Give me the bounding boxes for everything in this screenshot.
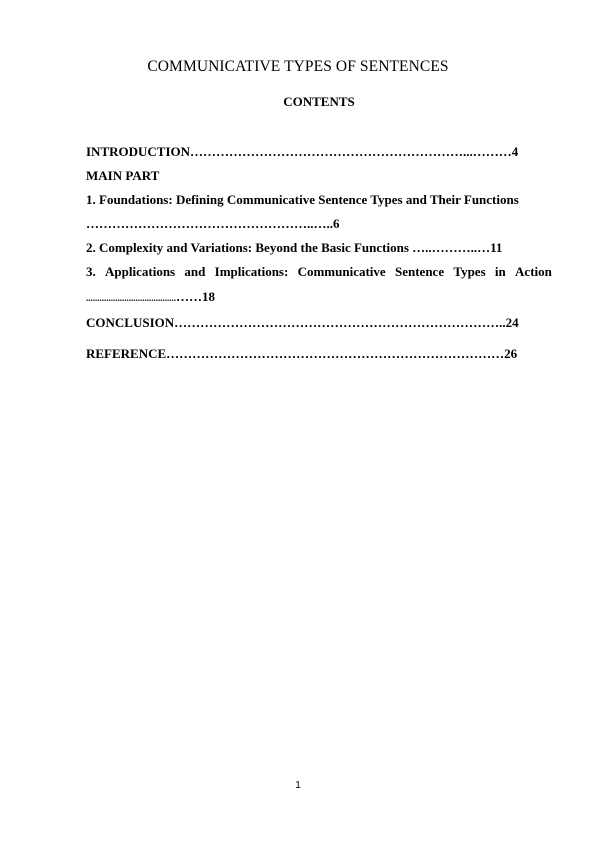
toc-item2[interactable]: 2. Complexity and Variations: Beyond the Basic Functions …..………..…11 xyxy=(86,240,503,255)
toc-item3-word: Types xyxy=(453,264,486,279)
toc-introduction[interactable]: INTRODUCTION………………………………………………………...………4 xyxy=(86,144,519,159)
toc-conclusion[interactable]: CONCLUSION…………………………………………………………………..24 xyxy=(86,315,519,330)
toc-item3-dots: ........................................ xyxy=(86,293,176,303)
toc-item3-word: Communicative xyxy=(297,264,386,279)
contents-heading: CONTENTS xyxy=(283,94,355,109)
toc-reference[interactable]: REFERENCE……………………………………………………………………26 xyxy=(86,346,518,361)
toc-item3-word: Sentence xyxy=(394,264,445,279)
toc-item3-word: Applications xyxy=(105,264,176,279)
toc-item3-word: and xyxy=(184,264,206,279)
document-title: COMMUNICATIVE TYPES OF SENTENCES xyxy=(147,58,449,75)
toc-item3-word: in xyxy=(494,264,506,279)
toc-item3-title[interactable] xyxy=(86,264,552,280)
toc-item3-word: 3. xyxy=(86,264,96,279)
toc-main-part: MAIN PART xyxy=(86,168,160,183)
toc-item1-leader[interactable]: ……………………………………………..…..6 xyxy=(86,216,340,231)
toc-item3-word: Implications: xyxy=(214,264,289,279)
toc-item3-leader: ……18 xyxy=(176,289,215,304)
toc-item3-word: Action xyxy=(515,264,552,279)
page-number: 1 xyxy=(295,780,301,791)
toc-item1-title[interactable]: 1. Foundations: Defining Communicative Sentence Types and Their Functions xyxy=(86,192,519,207)
toc-item3-leader-line[interactable] xyxy=(86,289,552,306)
